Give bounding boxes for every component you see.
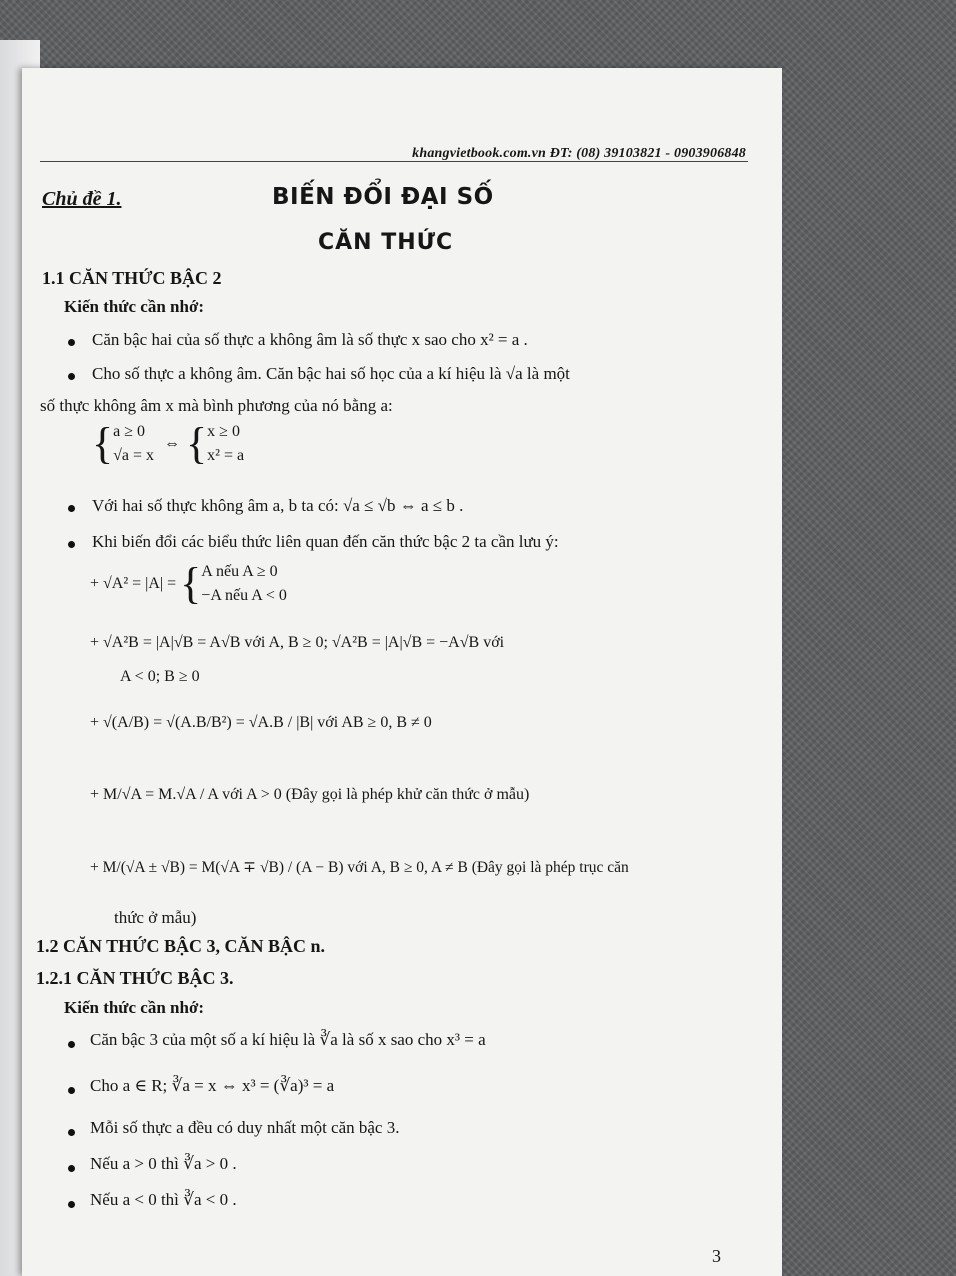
system-equivalence: {a ≥ 0 √a = x ⇔ {x ≥ 0 x² = a — [92, 419, 245, 468]
bullet — [68, 1041, 75, 1048]
formula-2: + √A²B = |A|√B = A√B với A, B ≥ 0; √A²B = |A|√B = −A√B với — [90, 634, 505, 651]
cube-text-3: Mỗi số thực a đều có duy nhất một căn bậc 3. — [90, 1118, 400, 1137]
formula-5: + M/(√A ± √B) = M(√A ∓ √B) / (A − B) với A, B ≥ 0, A ≠ B (Đây gọi là phép trục căn — [90, 859, 629, 876]
system-left-1: a ≥ 0 — [113, 423, 146, 440]
heading-1-2-1: 1.2.1 CĂN THỨC BẬC 3. — [36, 968, 234, 988]
heading-1-2: 1.2 CĂN THỨC BẬC 3, CĂN BẬC n. — [36, 936, 326, 956]
header-rule — [40, 161, 748, 162]
system-left-2: √a = x — [113, 447, 155, 464]
formula-4: + M/√A = M.√A / A với A > 0 (Đây gọi là phép khử căn thức ở mẫu) — [90, 786, 530, 803]
bullet-text-2-cont: số thực không âm x mà bình phương của nó bằng a: — [40, 396, 393, 415]
formula-5-cont: thức ở mẫu) — [114, 908, 197, 927]
formula-abs-case-2: −A nếu A < 0 — [201, 587, 287, 604]
cube-text-4: Nếu a > 0 thì ∛a > 0 . — [90, 1154, 237, 1173]
page-header: khangvietbook.com.vn ĐT: (08) 39103821 - 0903906848 — [412, 146, 746, 161]
system-right-1: x ≥ 0 — [207, 423, 240, 440]
bullet — [68, 1201, 75, 1208]
bullet — [68, 505, 75, 512]
cube-text-5: Nếu a < 0 thì ∛a < 0 . — [90, 1190, 237, 1209]
bullet-text-4: Khi biến đổi các biểu thức liên quan đến căn thức bậc 2 ta cần lưu ý: — [92, 532, 559, 551]
bullet-text-1: Căn bậc hai của số thực a không âm là số thực x sao cho x² = a . — [92, 330, 528, 349]
cube-text-1: Căn bậc 3 của một số a kí hiệu là ∛a là số x sao cho x³ = a — [90, 1030, 486, 1049]
topic-label: Chủ đề 1. — [42, 188, 122, 210]
book-page — [22, 68, 782, 1276]
cube-text-2: Cho a ∈ R; ∛a = x ⇔ x³ = (∛a)³ = a — [90, 1076, 335, 1095]
bullet — [68, 541, 75, 548]
heading-kien-thuc: Kiến thức cần nhớ: — [64, 297, 205, 316]
bullet — [68, 373, 75, 380]
formula-abs-case-1: A nếu A ≥ 0 — [201, 563, 278, 580]
bullet — [68, 339, 75, 346]
page-number: 3 — [712, 1246, 721, 1266]
equivalence-symbol: ⇔ — [164, 435, 181, 452]
bullet — [68, 1165, 75, 1172]
heading-kien-thuc-2: Kiến thức cần nhớ: — [64, 998, 205, 1017]
bullet — [68, 1087, 75, 1094]
formula-abs: + √A² = |A| = {A nếu A ≥ 0 −A nếu A < 0 — [90, 559, 287, 608]
bullet-text-3: Với hai số thực không âm a, b ta có: √a ≤ √b ⇔ a ≤ b . — [92, 496, 464, 515]
formula-3: + √(A/B) = √(A.B/B²) = √A.B / |B| với AB ≥ 0, B ≠ 0 — [90, 714, 432, 731]
section-title: CĂN THỨC — [318, 230, 454, 255]
system-right-2: x² = a — [207, 447, 245, 464]
bullet-text-2: Cho số thực a không âm. Căn bậc hai số học của a kí hiệu là √a là một — [92, 364, 570, 383]
formula-2-cont: A < 0; B ≥ 0 — [120, 668, 200, 685]
chapter-title: BIẾN ĐỔI ĐẠI SỐ — [272, 184, 494, 210]
heading-1-1: 1.1 CĂN THỨC BẬC 2 — [42, 268, 222, 288]
formula-abs-left: + √A² = |A| = — [90, 575, 177, 592]
bullet — [68, 1129, 75, 1136]
